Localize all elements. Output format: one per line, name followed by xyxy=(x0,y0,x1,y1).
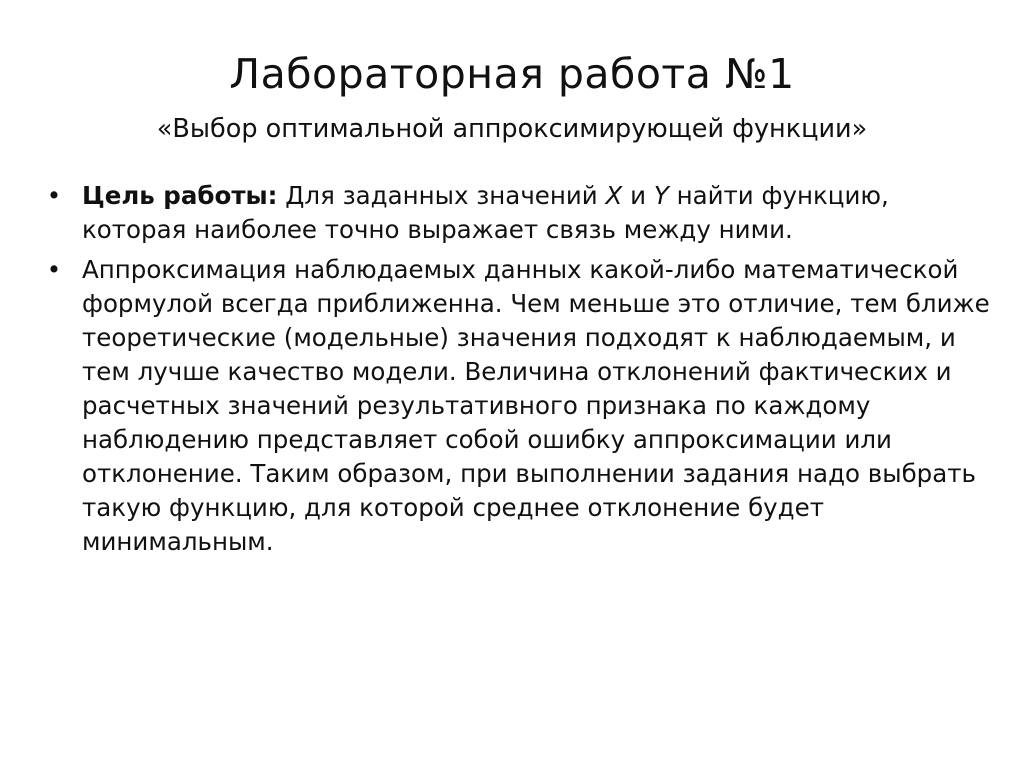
goal-text-a: Для заданных значений xyxy=(277,181,606,210)
bullet-list xyxy=(44,179,990,565)
slide-subtitle: «Выбор оптимальной аппроксимирующей функции» xyxy=(156,114,868,144)
var-x: X xyxy=(605,181,623,210)
var-y: Y xyxy=(653,181,669,210)
bullet-icon: • xyxy=(46,181,62,210)
approximation-text: Аппроксимация наблюдаемых данных какой-либо математической формулой всегда приближенна. Чем меньше это отличие, тем ближе теоретические (модельные) значения подходят к наблюдаемым, и тем лучше качество модели. Величина отклонений фактических и расчетных значений результативного признака по каждому наблюдению представляет собой ошибку аппроксимации или отклонение. Таким образом, при выполнении задания надо выбрать такую функцию, для которой среднее отклонение будет минимальным. xyxy=(82,255,990,556)
bullet-item-goal xyxy=(44,179,990,247)
goal-text-c: найти функцию, которая наиболее точно выражает связь между ними. xyxy=(82,181,889,244)
goal-text-b: и xyxy=(622,181,654,210)
slide-title: Лабораторная работа №1 xyxy=(229,50,795,98)
goal-label: Цель работы: xyxy=(82,181,278,210)
title-block xyxy=(40,46,984,146)
bullet-item-approximation xyxy=(44,253,990,559)
bullet-icon: • xyxy=(46,255,62,284)
